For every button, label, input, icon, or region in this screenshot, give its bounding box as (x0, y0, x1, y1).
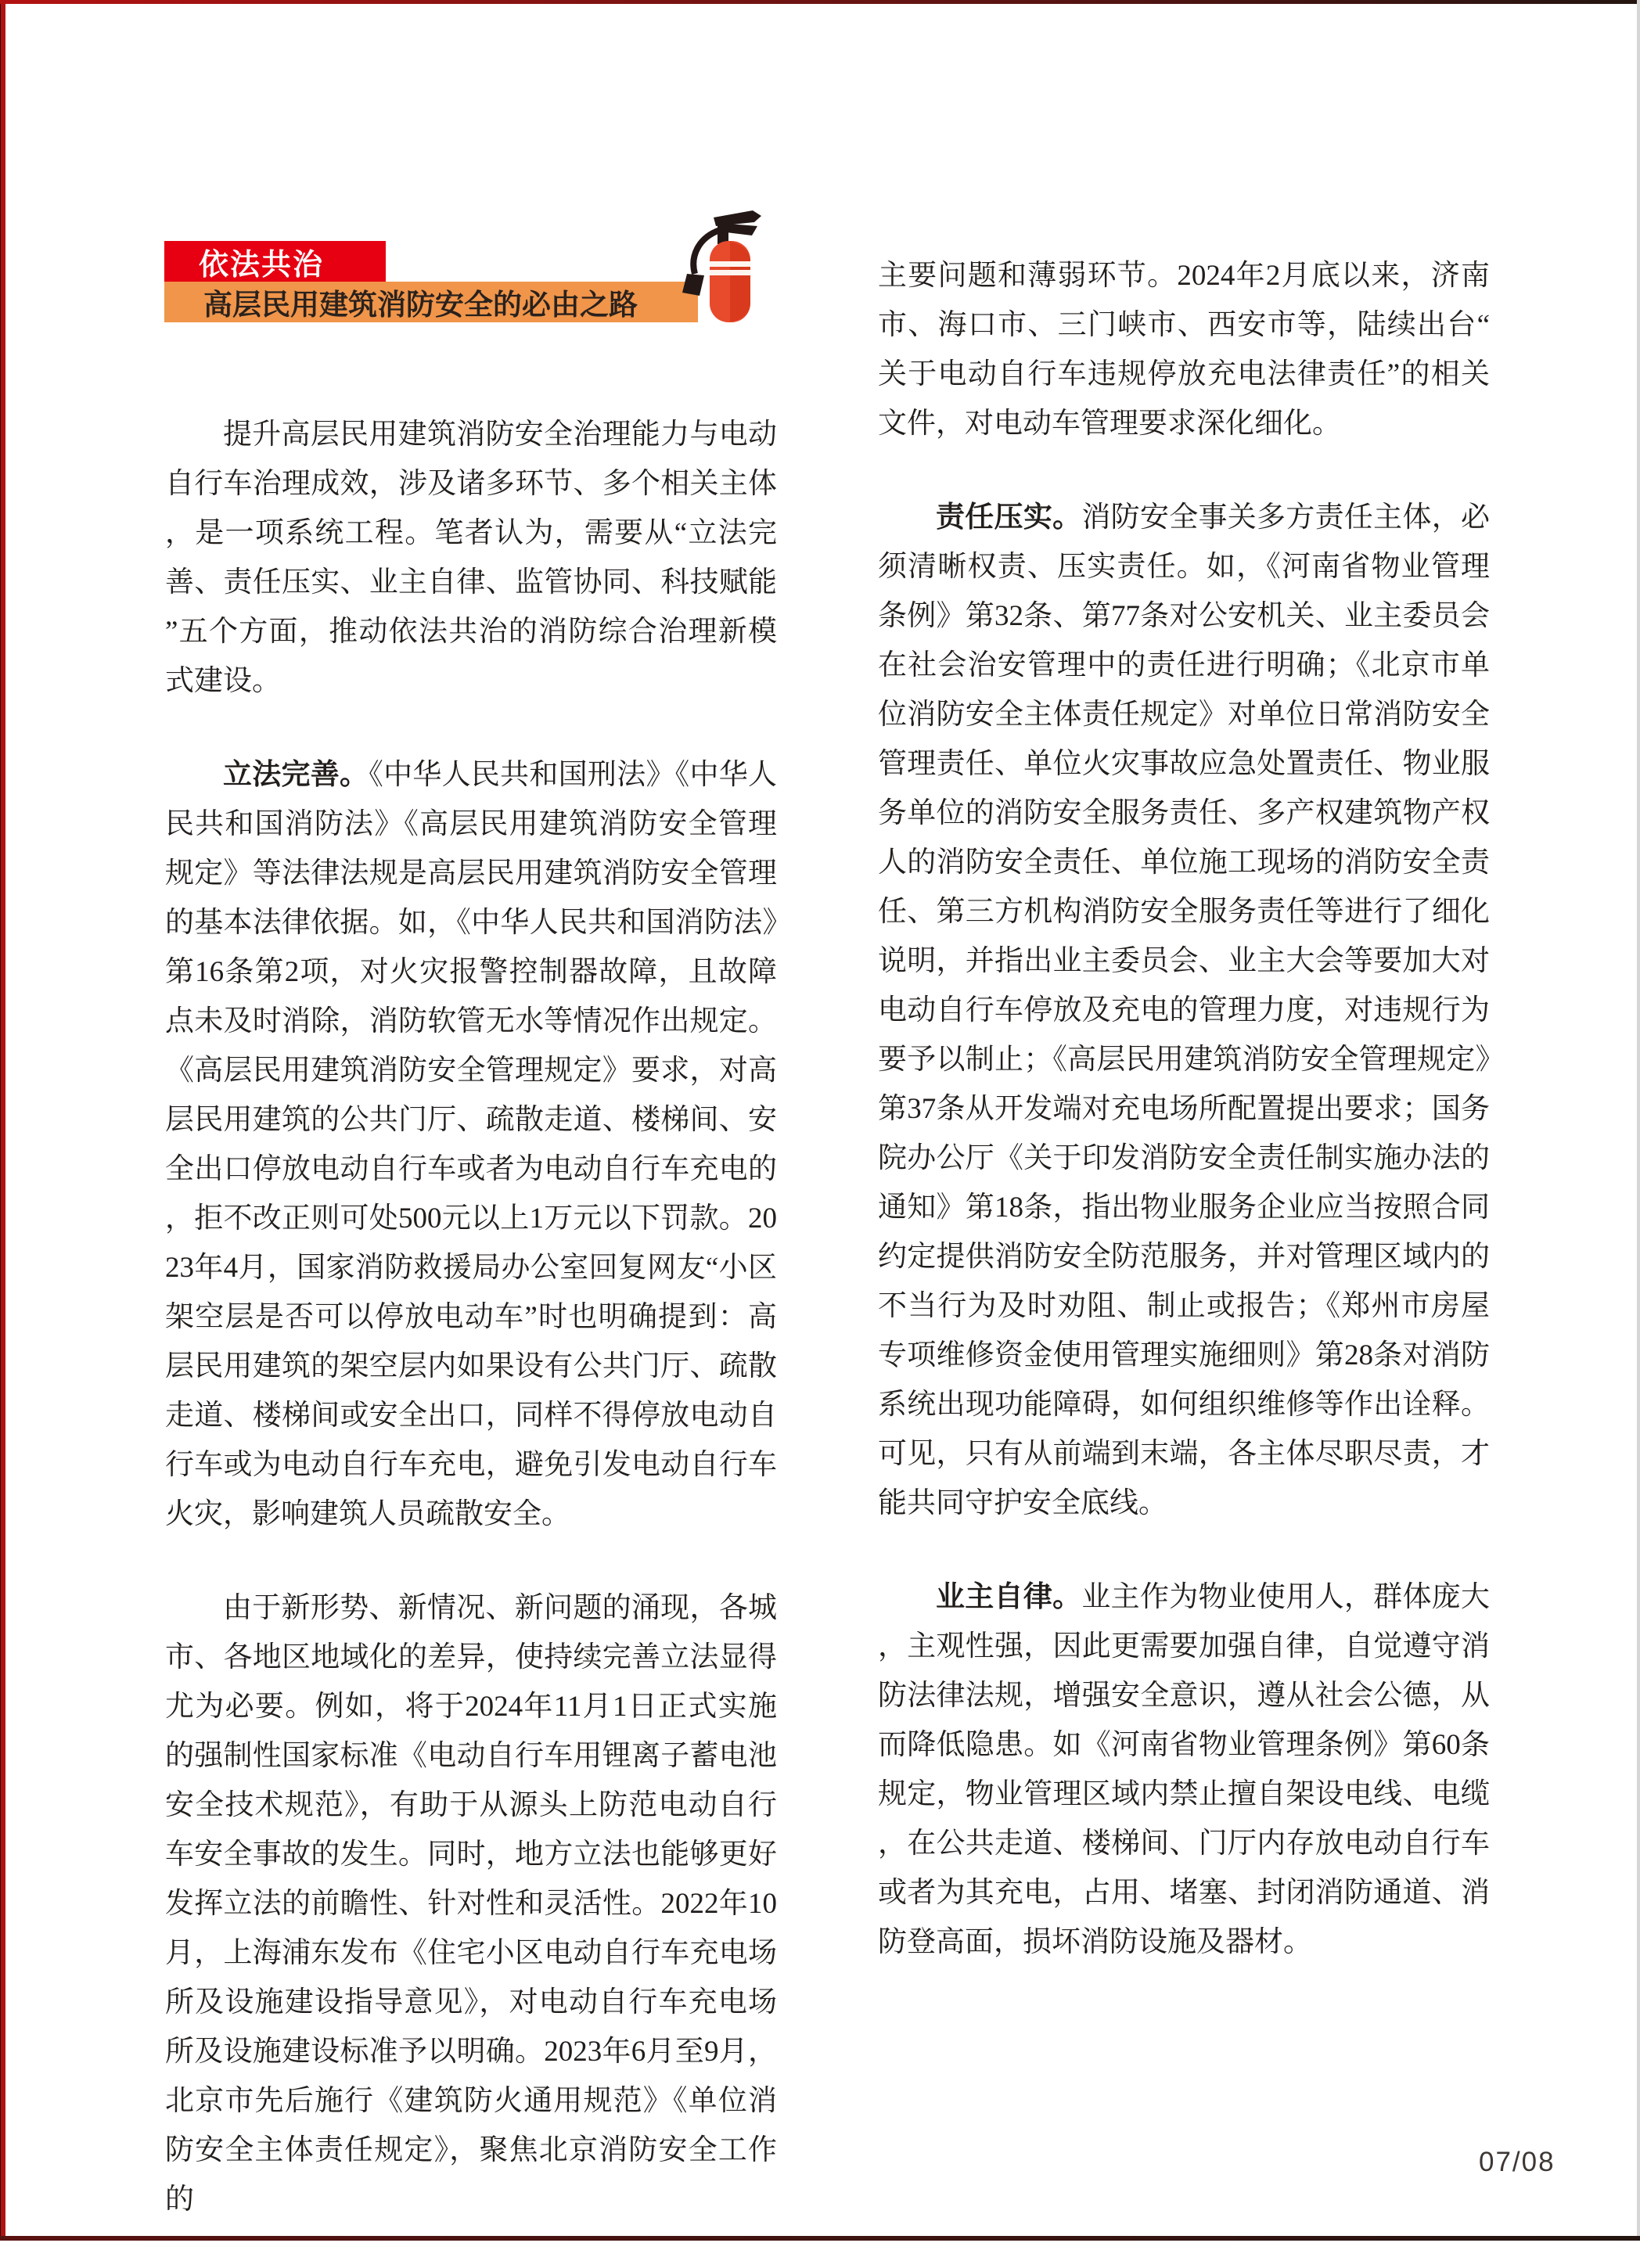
page-border-right (1637, 0, 1640, 2241)
paragraph-local-legislation (165, 1583, 777, 2224)
paragraph-text: 《中华人民共和国刑法》《中华人民共和国消防法》《高层民用建筑消防安全管理规定》等法律法规是高层民用建筑消防安全管理的基本法律依据。如，《中华人民共和国消防法》第16条第2项，对火灾报警控制器故障，且故障点未及时消除，消防软管无水等情况作出规定。《高层民用建筑消防安全管理规定》要求，对高层民用建筑的公共门厅、疏散走道、楼梯间、安全出口停放电动自行车或者为电动自行车充电的，拒不改正则可处500元以上1万元以下罚款。2023年4月，国家消防救援局办公室回复网友“小区架空层是否可以停放电动车”时也明确提到：高层民用建筑的架空层内如果设有公共门厅、疏散走道、楼梯间或安全出口，同样不得停放电动自行车或为电动自行车充电，避免引发电动自行车火灾，影响建筑人员疏散安全。 (165, 759, 778, 1530)
page-border-top (0, 0, 1640, 4)
extinguisher-nozzle (682, 274, 704, 296)
fire-extinguisher-icon (673, 210, 775, 327)
section-tag-label: 依法共治 (199, 248, 325, 282)
paragraph-continuation (878, 250, 1490, 448)
extinguisher-stripe (710, 270, 750, 275)
paragraph-responsibility (878, 492, 1490, 1528)
paragraph-text: 提升高层民用建筑消防安全治理能力与电动自行车治理成效，涉及诸多环节、多个相关主体，是一项系统工程。笔者认为，需要从“立法完善、责任压实、业主自律、监管协同、科技赋能”五个方面，推动依法共治的消防综合治理新模式建设。 (165, 419, 777, 697)
page-number: 07/08 (1479, 2147, 1555, 2177)
article-title: 高层民用建筑消防安全的必由之路 (203, 289, 638, 321)
section-tag (164, 241, 386, 282)
paragraph-text: 业主作为物业使用人，群体庞大，主观性强，因此更需要加强自律，自觉遵守消防法律法规，增强安全意识，遵从社会公德，从而降低隐患。如《河南省物业管理条例》第60条规定，物业管理区域内禁止擅自架设电线、电缆，在公共走道、楼梯间、门厅内存放电动自行车或者为其充电，占用、堵塞、封闭消防通道、消防登高面，损坏消防设施及器材。 (878, 1581, 1491, 1958)
article-title-bar (164, 282, 698, 322)
page-border-left (0, 0, 5, 2241)
left-column (165, 409, 777, 2268)
page-border-bottom (0, 2236, 1640, 2241)
paragraph-lead: 立法完善。 (223, 758, 369, 790)
paragraph-lead: 业主自律。 (936, 1580, 1082, 1612)
extinguisher-body-shade (730, 242, 750, 322)
paragraph-text: 由于新形势、新情况、新问题的涌现，各城市、各地区地域化的差异，使持续完善立法显得尤为必要。例如，将于2024年11月1日正式实施的强制性国家标准《电动自行车用锂离子蓄电池安全技术规范》，有助于从源头上防范电动自行车安全事故的发生。同时，地方立法也能够更好发挥立法的前瞻性、针对性和灵活性。2022年10月，上海浦东发布《住宅小区电动自行车充电场所及设施建设指导意见》，对电动自行车充电场所及设施建设标准予以明确。2023年6月至9月，北京市先后施行《建筑防火通用规范》《单位消防安全主体责任规定》，聚焦北京消防安全工作的 (165, 1592, 777, 2216)
paragraph-text: 主要问题和薄弱环节。2024年2月底以来，济南市、海口市、三门峡市、西安市等，陆续出台“关于电动自行车违规停放充电法律责任”的相关文件，对电动车管理要求深化细化。 (878, 260, 1490, 440)
paragraph-text: 消防安全事关多方责任主体，必须清晰权责、压实责任。如，《河南省物业管理条例》第32条、第77条对公安机关、业主委员会在社会治安管理中的责任进行明确；《北京市单位消防安全主体责任规定》对单位日常消防安全管理责任、单位火灾事故应急处置责任、物业服务单位的消防安全服务责任、多产权建筑物产权人的消防安全责任、单位施工现场的消防安全责任、第三方机构消防安全服务责任等进行了细化说明，并指出业主委员会、业主大会等要加大对电动自行车停放及充电的管理力度，对违规行为要予以制止；《高层民用建筑消防安全管理规定》第37条从开发端对充电场所配置提出要求；国务院办公厅《关于印发消防安全责任制实施办法的通知》第18条，指出物业服务企业应当按照合同约定提供消防安全防范服务，并对管理区域内的不当行为及时劝阻、制止或报告；《郑州市房屋专项维修资金使用管理实施细则》第28条对消防系统出现功能障碍，如何组织维修等作出诠释。可见，只有从前端到末端，各主体尽职尽责，才能共同守护安全底线。 (878, 501, 1491, 1519)
extinguisher-stripe (710, 261, 750, 267)
right-column (878, 250, 1490, 2011)
paragraph-lead: 责任压实。 (936, 501, 1082, 533)
paragraph-intro (165, 409, 777, 706)
paragraph-legislation (165, 749, 777, 1539)
paragraph-owner-discipline (878, 1572, 1490, 1967)
